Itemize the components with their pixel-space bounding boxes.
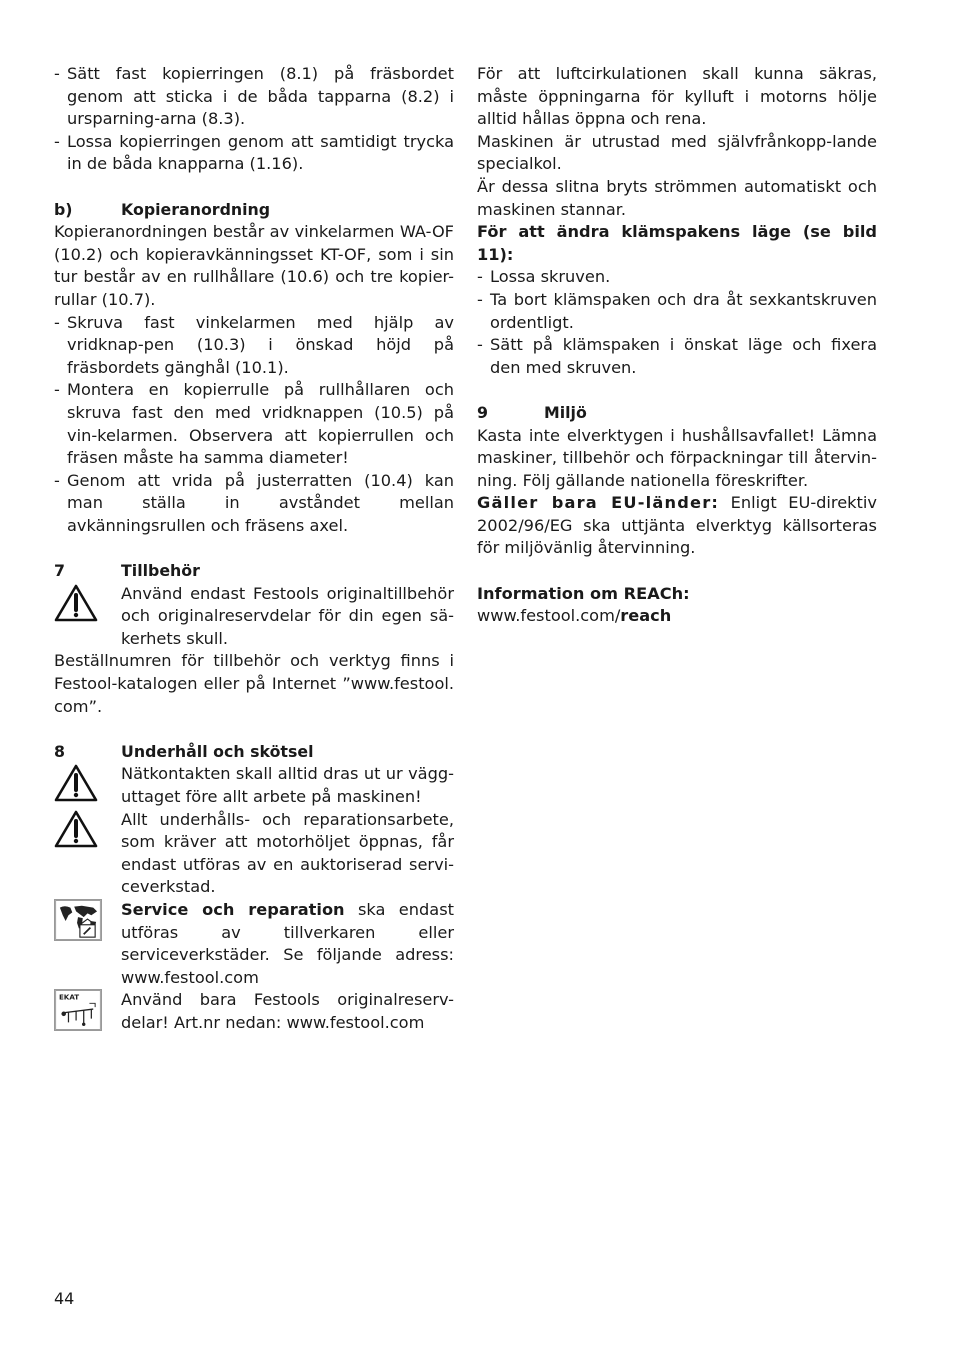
eu-bold: Gäller bara EU-länder: — [477, 493, 720, 513]
list-item: - Ta bort klämspaken och dra åt sexkantskruven ordentligt. — [477, 289, 877, 334]
list-item-text: Sätt på klämspaken i önskat läge och fixera den med skruven. — [490, 335, 877, 377]
eu-paragraph — [477, 492, 877, 560]
section-number: 7 — [54, 561, 65, 581]
ekat-label: EKAT — [58, 992, 80, 1002]
list-item: - Sätt på klämspaken i önskat läge och fixera den med skruven. — [477, 334, 877, 379]
right-column — [477, 63, 877, 628]
left-column — [54, 63, 454, 1038]
list-item-text: Genom att vrida på justerratten (10.4) kan man ställa in avståndet mellan avkänningsrullen och fräsens axel. — [67, 470, 454, 535]
warning-text: Använd endast Festools originaltillbehör och originalreservdelar för din egen sä-kerhets skull. — [121, 583, 454, 648]
list-item-text: Montera en kopierrulle på rullhållaren och skruva fast den med vridknappen (10.5) på vin-kelarmen. Observera att kopierrullen och fräsen måste ha samma diameter! — [67, 380, 454, 468]
reach-heading: Information om REACh: — [477, 583, 690, 603]
list-item-text: Skruva fast vinkelarmen med hjälp av vridknap-pen (10.3) i önskad höjd på fräsbordets gänghål (10.1). — [67, 312, 454, 377]
list-item-text: Lossa kopierringen genom att samtidigt trycka in de båda knapparna (1.16). — [67, 131, 454, 174]
list-item: - Montera en kopierrulle på rullhållaren och skruva fast den med vridknappen (10.5) på vin-kelarmen. Observera att kopierrullen och fräsen måste ha samma diameter! — [54, 379, 454, 469]
section-title: Kopieranordning — [121, 199, 271, 219]
service-rest: ska endast utföras av tillverkaren eller serviceverkstäder. Se följande adress: www.festool.com — [121, 899, 454, 987]
paragraph: Beställnumren för tillbehör och verktyg finns i Festool-katalogen eller på Internet ”www.festool. com”. — [54, 651, 454, 716]
list-item: - Sätt fast kopierringen (8.1) på fräsbordet genom att sticka i de båda tapparna (8.2) i ursparning-arna (8.3). — [54, 63, 454, 131]
section-number: 9 — [477, 402, 488, 422]
section-title: Underhåll och skötsel — [121, 741, 314, 761]
section-number: b) — [54, 199, 73, 219]
section-title: Tillbehör — [121, 561, 200, 581]
list-item: - Genom att vrida på justerratten (10.4) kan man ställa in avståndet mellan avkänningsrullen och fräsens axel. — [54, 470, 454, 538]
page-number: 44 — [54, 1289, 75, 1308]
eu-rest: Enligt EU-direktiv 2002/96/EG ska uttjänta elverktyg källsorteras för miljövänlig återvinning. — [477, 493, 877, 558]
paragraph: Är dessa slitna bryts strömmen automatiskt och maskinen stannar. — [477, 176, 877, 219]
warning-row — [54, 763, 454, 808]
warning-triangle-icon — [54, 763, 98, 803]
ekat-spare-parts-icon — [54, 989, 102, 1031]
warning-triangle-icon — [54, 583, 98, 623]
service-row — [54, 899, 454, 989]
warning-text: Nätkontakten skall alltid dras ut ur vägg-uttaget före allt arbete på maskinen! — [121, 764, 454, 806]
paragraph: För att luftcirkulationen skall kunna säkras, måste öppningarna för kylluft i motorns hölje alltid hållas öppna och rena. — [477, 64, 877, 129]
section-title: Miljö — [544, 402, 587, 422]
service-text — [121, 899, 454, 989]
list-item-text: Lossa skruven. — [490, 267, 611, 287]
section-number: 8 — [54, 741, 65, 761]
service-bold: Service och reparation — [121, 899, 345, 919]
section-heading-7 — [54, 560, 454, 583]
paragraph: Kopieranordningen består av vinkelarmen WA-OF (10.2) och kopieravkänningsset KT-OF, som i sin tur består av en rullhållare (10.6) och tre kopier-rullar (10.7). — [54, 222, 454, 309]
section-heading-8 — [54, 741, 454, 764]
bold-paragraph: För att ändra klämspakens läge (se bild 11): — [477, 222, 877, 264]
warning-text: Allt underhålls- och reparationsarbete, som kräver att motorhöljet öppnas, får endast utföras av en auktoriserad servi-ceverkstad. — [121, 809, 454, 897]
list-item: - Lossa kopierringen genom att samtidigt trycka in de båda knapparna (1.16). — [54, 131, 454, 176]
ekat-text: Använd bara Festools originalreserv-delar! Art.nr nedan: www.festool.com — [121, 990, 454, 1032]
list-item-text: Ta bort klämspaken och dra åt sexkantskruven ordentligt. — [490, 289, 877, 332]
paragraph: Kasta inte elverktygen i hushållsavfallet! Lämna maskiner, tillbehör och förpackningar till återvin-ning. Följ gällande nationella föreskrifter. — [477, 425, 877, 490]
warning-row — [54, 809, 454, 899]
reach-link[interactable]: www.festool.com/reach — [477, 606, 672, 626]
section-heading-b — [54, 199, 454, 222]
list-item: - Lossa skruven. — [477, 266, 877, 289]
warning-row — [54, 583, 454, 651]
world-map-service-icon — [54, 899, 102, 941]
warning-triangle-icon — [54, 809, 98, 849]
paragraph: Maskinen är utrustad med självfrånkopp-lande specialkol. — [477, 131, 877, 174]
section-heading-9 — [477, 402, 877, 425]
list-item: - Skruva fast vinkelarmen med hjälp av vridknap-pen (10.3) i önskad höjd på fräsbordets gänghål (10.1). — [54, 312, 454, 380]
ekat-row — [54, 989, 454, 1038]
list-item-text: Sätt fast kopierringen (8.1) på fräsbordet genom att sticka i de båda tapparna (8.2) i ursparning-arna (8.3). — [67, 64, 454, 129]
